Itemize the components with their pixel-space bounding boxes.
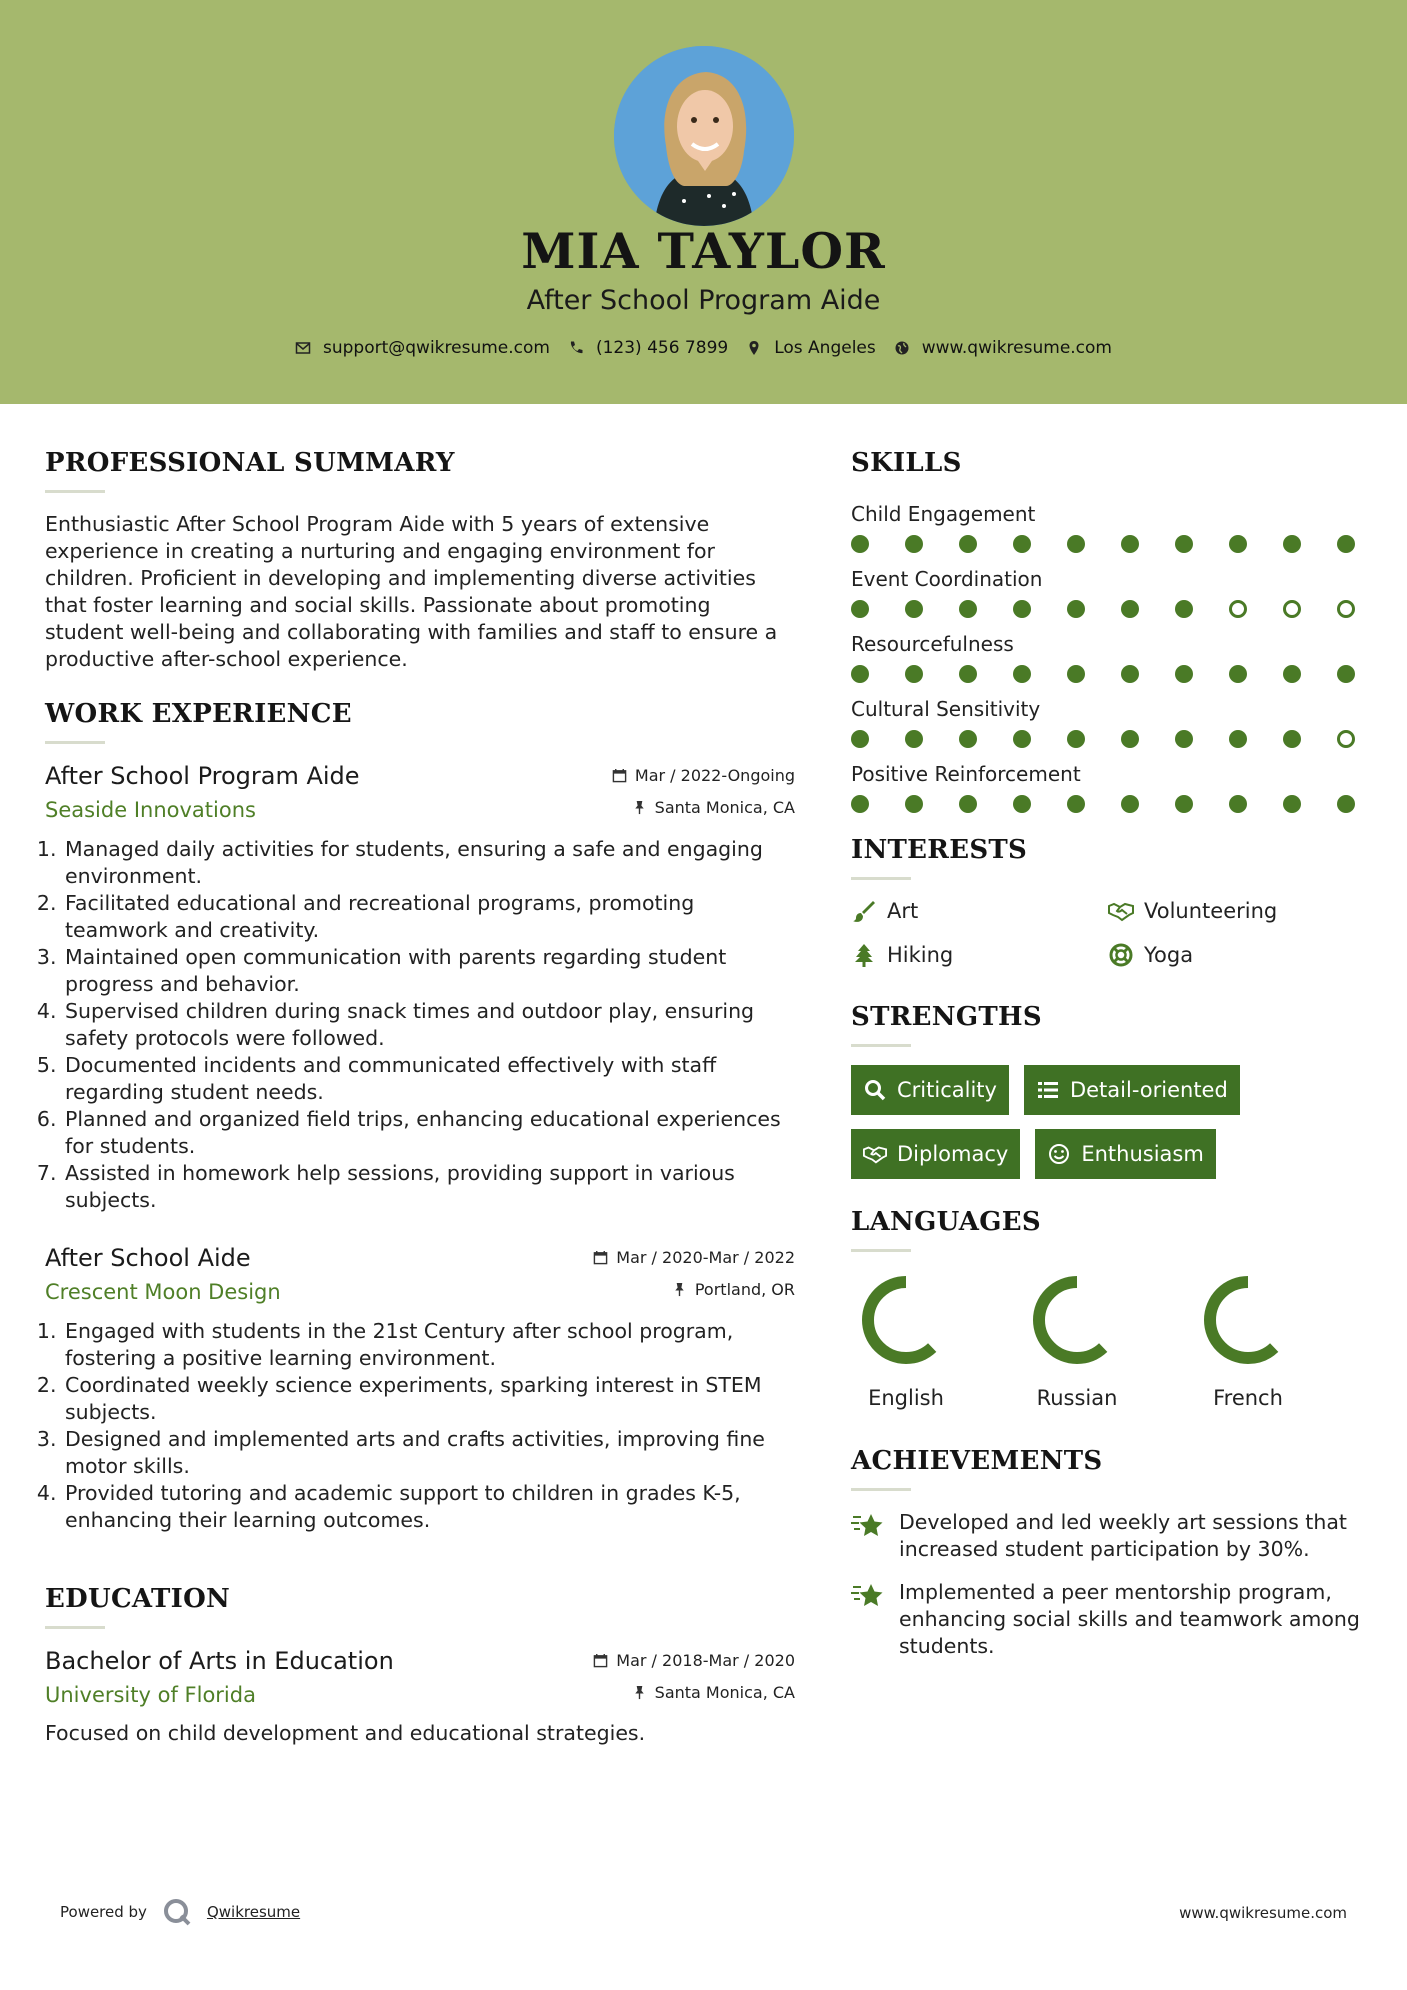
strength-badge xyxy=(1024,1065,1240,1115)
languages-heading: LANGUAGES xyxy=(851,1207,1041,1237)
list-item: 5. Documented incidents and communicated effectively with staff regarding student needs. xyxy=(63,1052,795,1106)
summary-text: Enthusiastic After School Program Aide with 5 years of extensive experience in creating a nurturing and engaging environment for children. Proficient in developing and implementing diverse activities that foster learning and social skills. Passionate about promoting student well-being and collaborating with families and staff to ensure a productive after-school experience. xyxy=(45,512,778,671)
language-name: English xyxy=(868,1386,944,1410)
strength-badge xyxy=(1035,1129,1215,1179)
smile-icon xyxy=(1047,1142,1071,1166)
company-name: Crescent Moon Design xyxy=(45,1280,281,1304)
rating-dot-filled xyxy=(905,600,923,618)
list-item: 7. Assisted in homework help sessions, providing support in various subjects. xyxy=(63,1160,795,1214)
section-divider xyxy=(45,490,105,493)
handshake-icon xyxy=(863,1142,887,1166)
skill-rating xyxy=(851,665,1355,683)
education-date xyxy=(593,1651,795,1670)
rating-dot-filled xyxy=(1121,795,1139,813)
skill-name: Positive Reinforcement xyxy=(851,762,1081,786)
rating-dot-empty xyxy=(1337,600,1355,618)
contact-website[interactable] xyxy=(894,338,1112,358)
strength-label: Criticality xyxy=(897,1078,997,1102)
rating-dot-filled xyxy=(905,665,923,683)
section-divider xyxy=(45,1626,105,1629)
job-title: After School Aide xyxy=(45,1244,251,1272)
pushpin-icon xyxy=(632,800,647,815)
strength-badge xyxy=(851,1129,1020,1179)
job-entry xyxy=(45,762,795,1214)
list-item: 1. Engaged with students in the 21st Century after school program, fostering a positive learning environment. xyxy=(63,1318,795,1372)
phone-icon xyxy=(568,340,584,356)
job-title: After School Program Aide xyxy=(45,762,360,790)
calendar-icon xyxy=(593,1653,608,1668)
list-item: 3. Maintained open communication with parents regarding student progress and behavior. xyxy=(63,944,795,998)
skill-rating xyxy=(851,730,1355,748)
skill-item xyxy=(851,502,1371,553)
achievements-list xyxy=(851,1509,1371,1660)
life-ring-icon xyxy=(1108,942,1134,968)
skill-rating xyxy=(851,795,1355,813)
skill-item xyxy=(851,762,1371,813)
job-meta xyxy=(593,1248,795,1299)
degree-title: Bachelor of Arts in Education xyxy=(45,1647,394,1675)
skill-item xyxy=(851,567,1371,618)
skill-name: Event Coordination xyxy=(851,567,1043,591)
school-name: University of Florida xyxy=(45,1683,256,1707)
rating-dot-filled xyxy=(1229,795,1247,813)
skill-rating xyxy=(851,600,1355,618)
interest-label: Hiking xyxy=(887,943,954,967)
calendar-icon xyxy=(593,1250,608,1265)
contact-location-text: Los Angeles xyxy=(774,338,876,358)
job-entry xyxy=(45,1244,795,1534)
job-date-text: Mar / 2020-Mar / 2022 xyxy=(616,1248,795,1267)
company-name: Seaside Innovations xyxy=(45,798,256,822)
strength-label: Diplomacy xyxy=(897,1142,1009,1166)
list-item: 2. Coordinated weekly science experiments, sparking interest in STEM subjects. xyxy=(63,1372,795,1426)
rating-dot-filled xyxy=(905,730,923,748)
rating-dot-empty xyxy=(1283,600,1301,618)
rating-dot-filled xyxy=(1013,535,1031,553)
job-bullets xyxy=(45,1318,795,1534)
language-item xyxy=(1193,1270,1364,1410)
qwikresume-logo-icon xyxy=(161,1896,193,1928)
language-progress-ring xyxy=(1198,1270,1298,1370)
header-banner xyxy=(0,0,1407,404)
achievement-item xyxy=(851,1579,1371,1660)
star-icon xyxy=(851,1511,885,1541)
contact-phone[interactable] xyxy=(568,338,728,358)
rating-dot-filled xyxy=(1175,665,1193,683)
contact-bar xyxy=(0,338,1407,358)
rating-dot-filled xyxy=(1067,730,1085,748)
footer-powered-by xyxy=(60,1896,300,1928)
strength-label: Enthusiasm xyxy=(1081,1142,1204,1166)
rating-dot-filled xyxy=(1337,535,1355,553)
job-location xyxy=(593,1280,795,1299)
list-item: 4. Supervised children during snack times and outdoor play, ensuring safety protocols were followed. xyxy=(63,998,795,1052)
language-progress-arc xyxy=(868,1282,944,1358)
job-location-text: Santa Monica, CA xyxy=(654,798,795,817)
rating-dot-filled xyxy=(1013,665,1031,683)
rating-dot-filled xyxy=(959,665,977,683)
rating-dot-filled xyxy=(851,730,869,748)
interest-item xyxy=(851,942,1108,968)
rating-dot-filled xyxy=(1067,795,1085,813)
rating-dot-filled xyxy=(1175,535,1193,553)
rating-dot-filled xyxy=(1283,535,1301,553)
education-location xyxy=(593,1683,795,1702)
language-item xyxy=(851,1270,1022,1410)
tree-icon xyxy=(851,942,877,968)
interests-list xyxy=(851,898,1371,968)
rating-dot-filled xyxy=(851,665,869,683)
skill-rating xyxy=(851,535,1355,553)
skill-name: Child Engagement xyxy=(851,502,1036,526)
contact-email[interactable] xyxy=(295,338,550,358)
rating-dot-filled xyxy=(959,600,977,618)
job-date-text: Mar / 2022-Ongoing xyxy=(634,766,795,785)
interests-heading: INTERESTS xyxy=(851,835,1028,865)
rating-dot-filled xyxy=(1121,600,1139,618)
rating-dot-filled xyxy=(1121,535,1139,553)
language-progress-arc xyxy=(1039,1282,1115,1358)
rating-dot-filled xyxy=(851,535,869,553)
contact-email-text: support@qwikresume.com xyxy=(323,338,550,358)
left-column xyxy=(45,448,795,1745)
brand-link[interactable]: Qwikresume xyxy=(206,1903,301,1921)
rating-dot-filled xyxy=(1229,665,1247,683)
handshake-icon xyxy=(1108,898,1134,924)
rating-dot-filled xyxy=(1337,665,1355,683)
achievement-item xyxy=(851,1509,1371,1563)
list-icon xyxy=(1036,1078,1060,1102)
section-divider xyxy=(851,877,911,880)
interest-label: Yoga xyxy=(1144,943,1194,967)
rating-dot-filled xyxy=(959,730,977,748)
rating-dot-filled xyxy=(1283,730,1301,748)
education-heading: EDUCATION xyxy=(45,1584,231,1614)
right-column xyxy=(851,448,1371,1676)
language-progress-ring xyxy=(856,1270,956,1370)
rating-dot-filled xyxy=(1175,730,1193,748)
list-item: 1. Managed daily activities for students, ensuring a safe and engaging environment. xyxy=(63,836,795,890)
section-divider xyxy=(851,1044,911,1047)
education-entry xyxy=(45,1647,795,1745)
search-icon xyxy=(863,1078,887,1102)
powered-by-label: Powered by xyxy=(60,1903,147,1921)
interest-label: Art xyxy=(887,899,919,923)
rating-dot-empty xyxy=(1337,730,1355,748)
job-date xyxy=(593,1248,795,1267)
language-progress-ring xyxy=(1027,1270,1127,1370)
language-name: Russian xyxy=(1036,1386,1118,1410)
rating-dot-empty xyxy=(1229,600,1247,618)
list-item: 4. Provided tutoring and academic support to children in grades K-5, enhancing their learning outcomes. xyxy=(63,1480,795,1534)
rating-dot-filled xyxy=(1121,730,1139,748)
candidate-role: After School Program Aide xyxy=(526,285,881,316)
calendar-icon xyxy=(612,768,627,783)
skill-item xyxy=(851,632,1371,683)
strength-badge xyxy=(851,1065,1009,1115)
pushpin-icon xyxy=(672,1282,687,1297)
contact-website-text: www.qwikresume.com xyxy=(921,338,1112,358)
star-icon xyxy=(851,1581,885,1611)
education-date-text: Mar / 2018-Mar / 2020 xyxy=(616,1651,795,1670)
rating-dot-filled xyxy=(905,535,923,553)
strength-label: Detail-oriented xyxy=(1069,1078,1228,1102)
education-meta xyxy=(593,1651,795,1702)
rating-dot-filled xyxy=(1013,730,1031,748)
summary-heading: PROFESSIONAL SUMMARY xyxy=(45,448,455,478)
achievements-heading: ACHIEVEMENTS xyxy=(851,1446,1103,1476)
rating-dot-filled xyxy=(1067,665,1085,683)
footer-url[interactable]: www.qwikresume.com xyxy=(1179,1904,1347,1922)
interest-label: Volunteering xyxy=(1144,899,1278,923)
avatar xyxy=(614,46,794,226)
skill-item xyxy=(851,697,1371,748)
rating-dot-filled xyxy=(1229,535,1247,553)
experience-heading: WORK EXPERIENCE xyxy=(45,699,352,729)
globe-icon xyxy=(894,340,910,356)
skills-heading: SKILLS xyxy=(851,448,962,478)
rating-dot-filled xyxy=(1013,600,1031,618)
paintbrush-icon xyxy=(851,898,877,924)
job-location xyxy=(612,798,795,817)
rating-dot-filled xyxy=(959,535,977,553)
job-location-text: Portland, OR xyxy=(694,1280,795,1299)
interest-item xyxy=(1108,942,1358,968)
education-location-text: Santa Monica, CA xyxy=(654,1683,795,1702)
section-divider xyxy=(851,1249,911,1252)
language-progress-arc xyxy=(1210,1282,1286,1358)
list-item: 2. Facilitated educational and recreational programs, promoting teamwork and creativity. xyxy=(63,890,795,944)
rating-dot-filled xyxy=(1121,665,1139,683)
job-date xyxy=(612,766,795,785)
rating-dot-filled xyxy=(1229,730,1247,748)
map-marker-icon xyxy=(746,340,762,356)
rating-dot-filled xyxy=(1067,600,1085,618)
list-item: 6. Planned and organized field trips, enhancing educational experiences for students. xyxy=(63,1106,795,1160)
language-item xyxy=(1022,1270,1193,1410)
candidate-name: MIA TAYLOR xyxy=(521,222,886,280)
skills-list xyxy=(851,502,1371,813)
job-meta xyxy=(612,766,795,817)
languages-list xyxy=(851,1270,1371,1410)
rating-dot-filled xyxy=(851,600,869,618)
rating-dot-filled xyxy=(959,795,977,813)
rating-dot-filled xyxy=(1175,600,1193,618)
skill-name: Cultural Sensitivity xyxy=(851,697,1041,721)
rating-dot-filled xyxy=(1067,535,1085,553)
education-description: Focused on child development and educational strategies. xyxy=(45,1721,646,1745)
envelope-icon xyxy=(295,340,311,356)
rating-dot-filled xyxy=(1337,795,1355,813)
avatar-photo xyxy=(614,46,794,226)
rating-dot-filled xyxy=(1013,795,1031,813)
achievement-text: Implemented a peer mentorship program, enhancing social skills and teamwork among students. xyxy=(899,1580,1360,1658)
achievement-text: Developed and led weekly art sessions that increased student participation by 30%. xyxy=(899,1510,1347,1561)
contact-phone-text: (123) 456 7899 xyxy=(595,338,729,358)
skill-name: Resourcefulness xyxy=(851,632,1014,656)
interest-item xyxy=(851,898,1108,924)
contact-location xyxy=(746,338,876,358)
rating-dot-filled xyxy=(1283,665,1301,683)
list-item: 3. Designed and implemented arts and crafts activities, improving fine motor skills. xyxy=(63,1426,795,1480)
section-divider xyxy=(45,741,105,744)
pushpin-icon xyxy=(632,1685,647,1700)
section-divider xyxy=(851,1488,911,1491)
rating-dot-filled xyxy=(1283,795,1301,813)
language-name: French xyxy=(1213,1386,1283,1410)
job-bullets xyxy=(45,836,795,1214)
rating-dot-filled xyxy=(905,795,923,813)
strengths-list xyxy=(851,1065,1371,1179)
strengths-heading: STRENGTHS xyxy=(851,1002,1042,1032)
rating-dot-filled xyxy=(1175,795,1193,813)
rating-dot-filled xyxy=(851,795,869,813)
interest-item xyxy=(1108,898,1358,924)
